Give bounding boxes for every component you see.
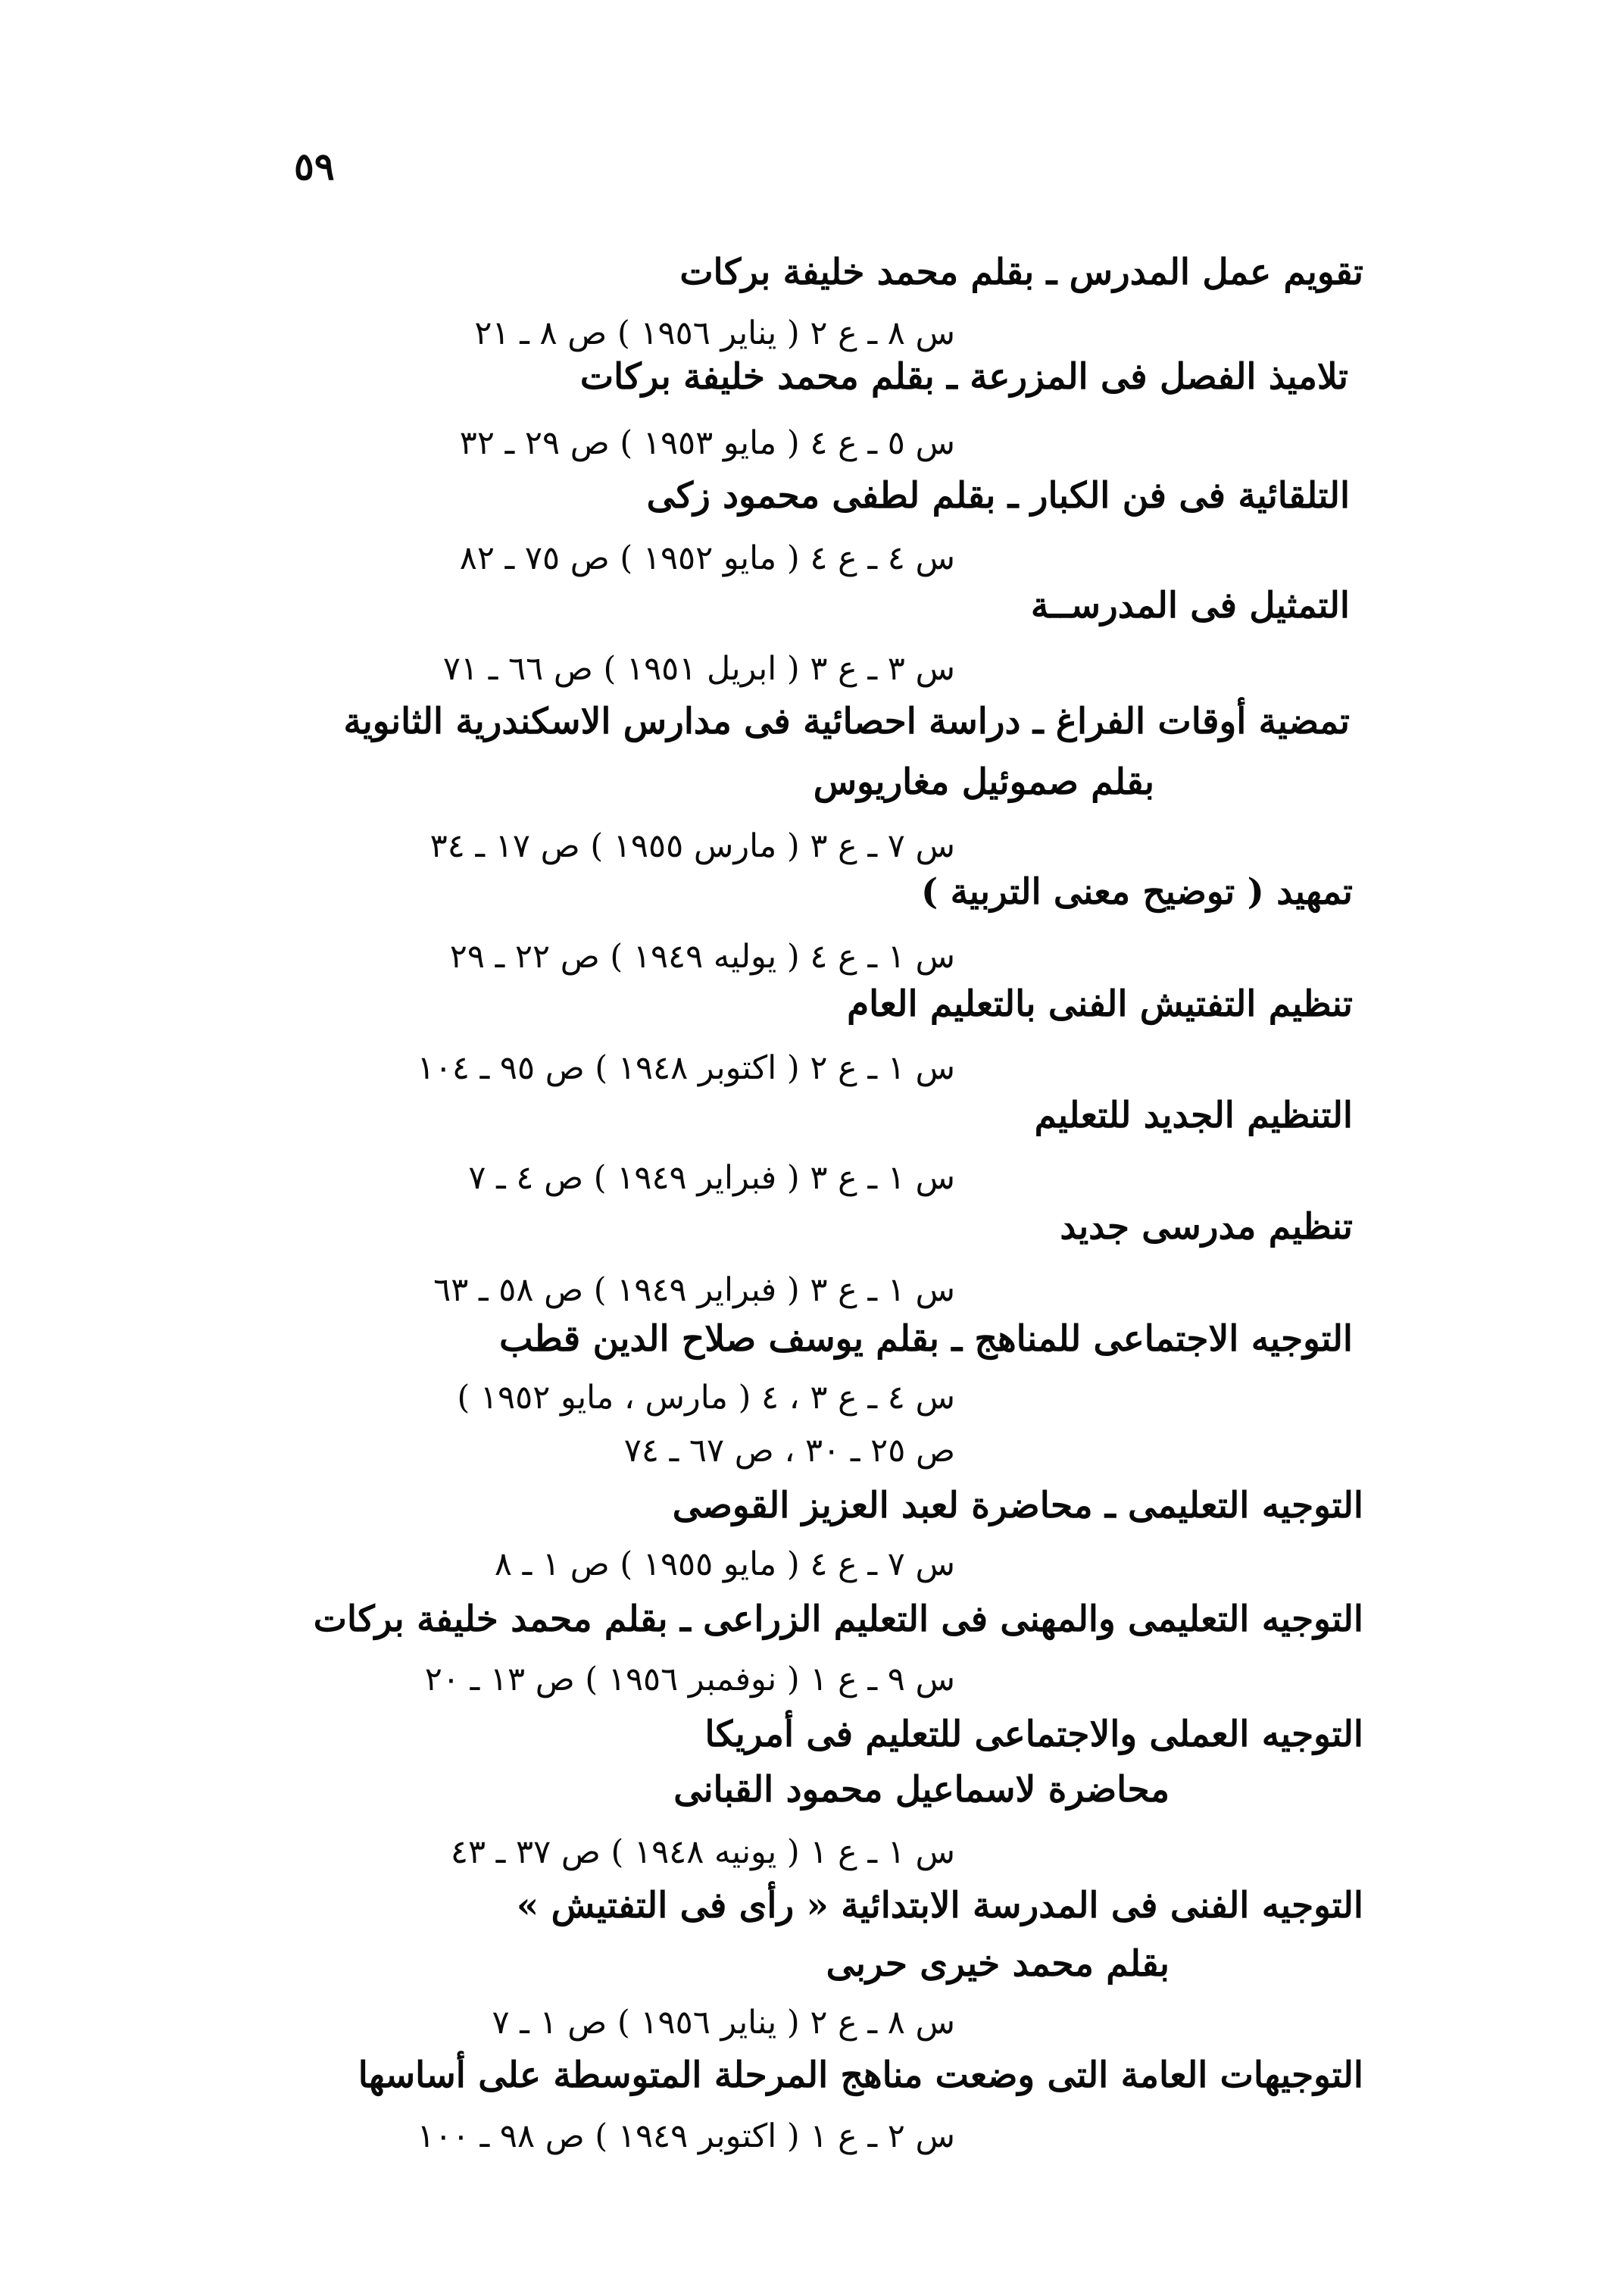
entry-reference: س ٩ ـ ع ١ ( نوفمبر ١٩٥٦ ) ص ١٣ ـ ٢٠: [424, 1661, 955, 1698]
entry-reference: س ١ ـ ع ٤ ( يوليه ١٩٤٩ ) ص ٢٢ ـ ٢٩: [449, 938, 955, 976]
entry-reference: س ١ ـ ع ٣ ( فبراير ١٩٤٩ ) ص ٥٨ ـ ٦٣: [433, 1271, 955, 1309]
entry-reference: س ٤ ـ ع ٤ ( مايو ١٩٥٢ ) ص ٧٥ ـ ٨٢: [459, 539, 955, 577]
entry-title: تلاميذ الفصل فى المزرعة ـ بقلم محمد خليفة بركات: [579, 356, 1348, 398]
entry-reference: س ١ ـ ع ٣ ( فبراير ١٩٤٩ ) ص ٤ ـ ٧: [468, 1159, 955, 1197]
entry-reference: س ٥ ـ ع ٤ ( مايو ١٩٥٣ ) ص ٢٩ ـ ٣٢: [459, 424, 955, 462]
entry-title: التمثيل فى المدرســة: [1030, 585, 1350, 626]
entry-reference: س ٧ ـ ع ٤ ( مايو ١٩٥٥ ) ص ١ ـ ٨: [494, 1545, 955, 1583]
entry-title: التوجيهات العامة التى وضعت مناهج المرحلة المتوسطة على أساسها: [358, 2054, 1363, 2096]
entry-title: تنظيم التفتيش الفنى بالتعليم العام: [847, 983, 1353, 1025]
entry-reference: س ٨ ـ ع ٢ ( يناير ١٩٥٦ ) ص ١ ـ ٧: [492, 2004, 955, 2042]
entry-reference: س ١ ـ ع ١ ( يونيه ١٩٤٨ ) ص ٣٧ ـ ٤٣: [450, 1833, 955, 1871]
entry-title: التوجيه الاجتماعى للمناهج ـ بقلم يوسف صلاح الدين قطب: [499, 1318, 1353, 1360]
entry-title: تنظيم مدرسى جديد: [1060, 1206, 1353, 1248]
entry-reference: س ٧ ـ ع ٣ ( مارس ١٩٥٥ ) ص ١٧ ـ ٣٤: [429, 827, 955, 865]
entry-author: بقلم محمد خيرى حربى: [826, 1943, 1170, 1985]
entry-author: محاضرة لاسماعيل محمود القبانى: [673, 1769, 1170, 1811]
page-number: ٥٩: [294, 144, 335, 189]
entry-title: تمهيد ( توضيح معنى التربية ): [920, 871, 1353, 913]
entry-title: تمضية أوقات الفراغ ـ دراسة احصائية فى مدارس الاسكندرية الثانوية: [343, 701, 1350, 742]
entry-title: تقويم عمل المدرس ـ بقلم محمد خليفة بركات: [679, 252, 1363, 293]
entry-reference: س ٨ ـ ع ٢ ( يناير ١٩٥٦ ) ص ٨ ـ ٢١: [474, 314, 955, 352]
entry-title: التوجيه التعليمى والمهنى فى التعليم الزراعى ـ بقلم محمد خليفة بركات: [313, 1598, 1363, 1640]
entry-reference: ص ٢٥ ـ ٣٠ ، ص ٦٧ ـ ٧٤: [623, 1432, 955, 1470]
entry-title: التوجيه التعليمى ـ محاضرة لعبد العزيز القوصى: [672, 1485, 1363, 1526]
entry-reference: س ١ ـ ع ٢ ( اكتوبر ١٩٤٨ ) ص ٩٥ ـ ١٠٤: [417, 1049, 955, 1087]
entry-author: بقلم صموئيل مغاريوس: [813, 761, 1154, 803]
entry-reference: س ٤ ـ ع ٣ ، ٤ ( مارس ، مايو ١٩٥٢ ): [457, 1379, 955, 1417]
entry-title: التوجيه العملى والاجتماعى للتعليم فى أمريكا: [704, 1714, 1363, 1755]
entry-title: التلقائية فى فن الكبار ـ بقلم لطفى محمود زكى: [646, 475, 1350, 517]
entry-reference: س ٣ ـ ع ٣ ( ابريل ١٩٥١ ) ص ٦٦ ـ ٧١: [442, 650, 955, 688]
entry-title: التنظيم الجديد للتعليم: [1034, 1095, 1353, 1136]
entry-title: التوجيه الفنى فى المدرسة الابتدائية « رأى فى التفتيش »: [516, 1885, 1363, 1926]
entry-reference: س ٢ ـ ع ١ ( اكتوبر ١٩٤٩ ) ص ٩٨ ـ ١٠٠: [417, 2117, 955, 2155]
